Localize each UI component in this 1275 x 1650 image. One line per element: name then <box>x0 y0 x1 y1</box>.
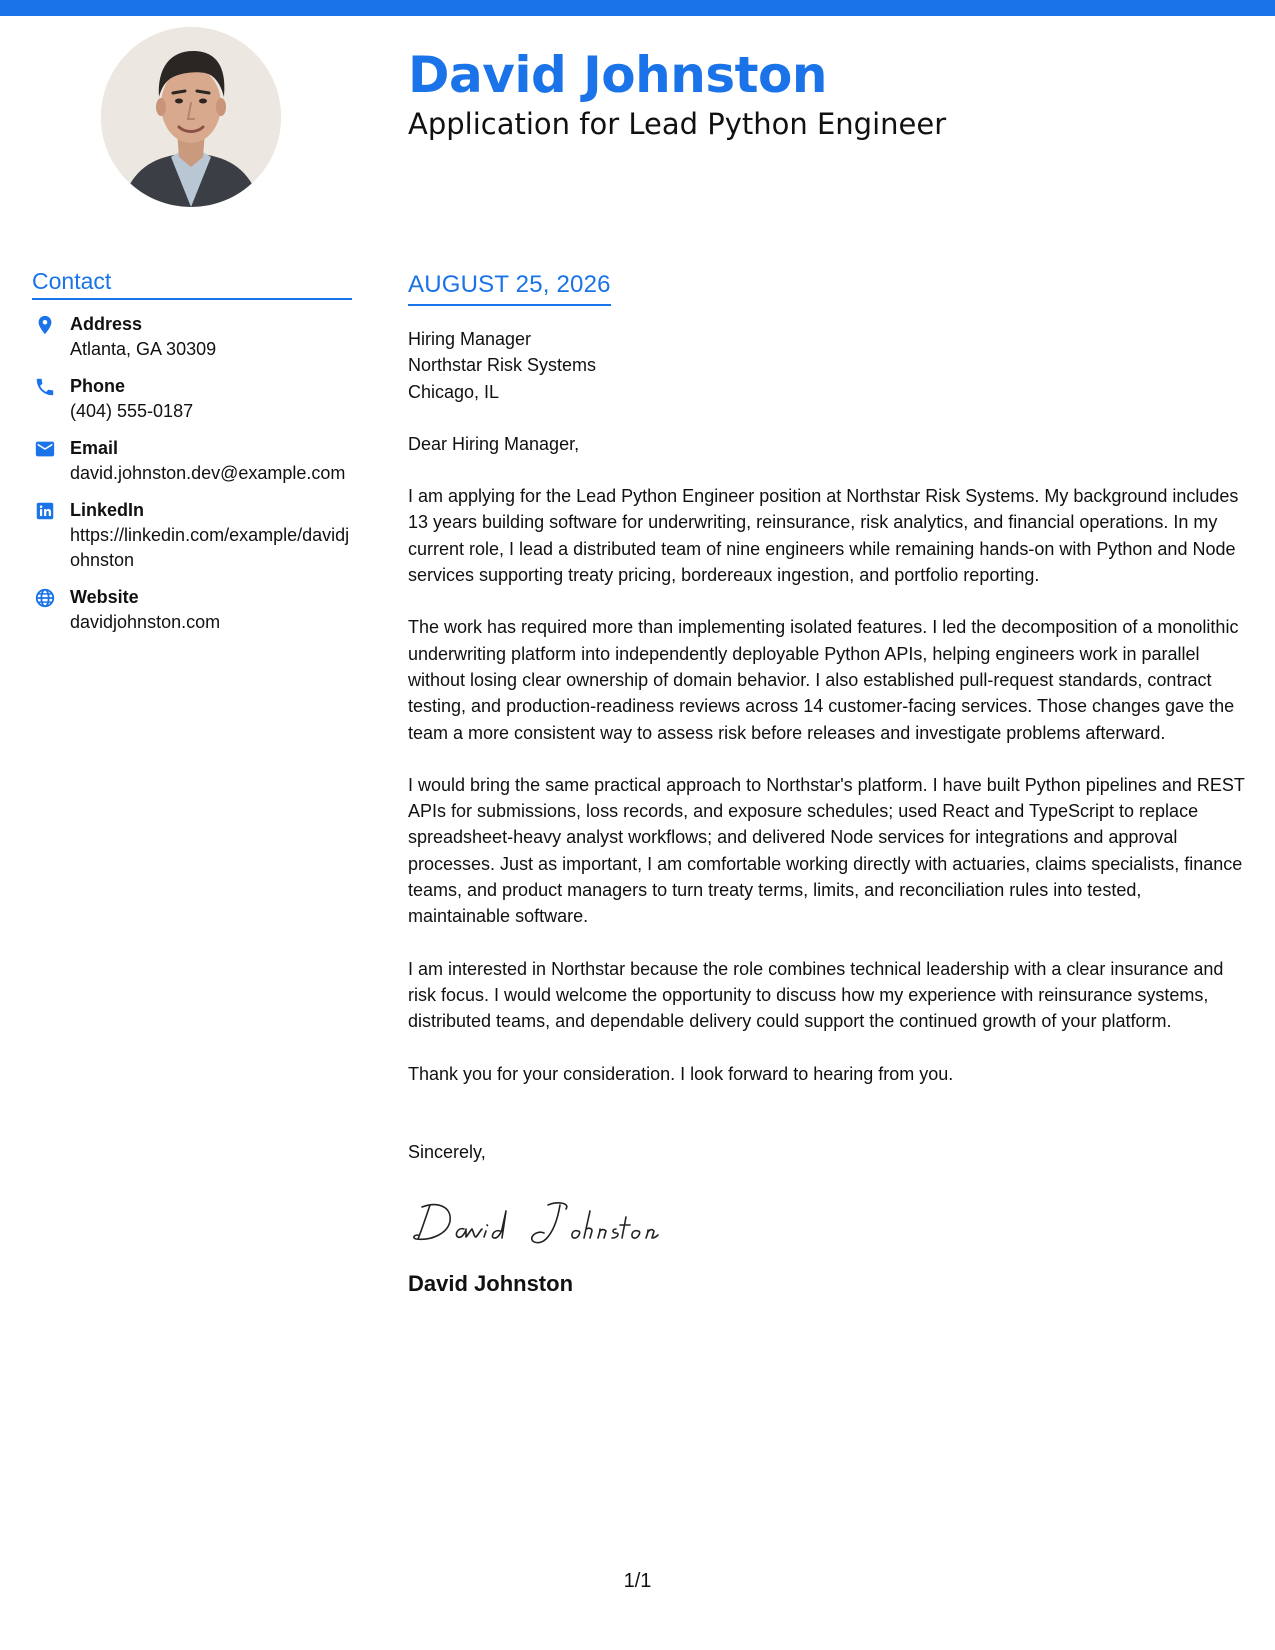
location-pin-icon <box>34 314 56 336</box>
contact-list <box>32 312 352 635</box>
salutation: Dear Hiring Manager, <box>408 433 580 454</box>
recipient-line: Chicago, IL <box>408 381 500 402</box>
top-accent-bar <box>0 0 1275 16</box>
letter-paragraph: I am interested in Northstar because the role combines technical leadership with a clear insurance and risk focus. I would welcome the opportunity to discuss how my experience with reinsurance systems, distributed teams, and dependable delivery could support the continued growth of your platform. <box>408 958 1224 1032</box>
applicant-name: David Johnston <box>408 46 827 104</box>
letter-paragraph: Thank you for your consideration. I look forward to hearing from you. <box>408 1063 954 1084</box>
recipient-line: Northstar Risk Systems <box>408 355 597 376</box>
application-title: Application for Lead Python Engineer <box>408 107 947 141</box>
contact-label: Website <box>70 587 139 607</box>
linkedin-icon <box>34 500 56 522</box>
contact-item-address <box>32 312 352 362</box>
contact-sidebar <box>32 266 352 647</box>
email-icon <box>34 438 56 460</box>
address-value: Atlanta, GA 30309 <box>70 339 217 359</box>
letter-paragraph: I would bring the same practical approach to Northstar's platform. I have built Python pipelines and REST APIs for submissions, loss records, and exposure schedules; used React and TypeScript to replace spreadsheet-heavy analyst workflows; and delivered Node services for integrations and approval processes. Just as important, I am comfortable working directly with actuaries, claims specialists, finance teams, and product managers to turn treaty terms, limits, and reconciliation rules into tested, maintainable software. <box>408 774 1245 927</box>
recipient-line: Hiring Manager <box>408 329 532 349</box>
header <box>408 40 1208 142</box>
signer-name: David Johnston <box>408 1271 574 1297</box>
contact-item-phone <box>32 374 352 424</box>
profile-photo <box>101 27 281 207</box>
phone-icon <box>34 376 56 398</box>
cover-letter <box>408 268 1248 1299</box>
closing: Sincerely, <box>408 1141 486 1162</box>
letter-paragraph: I am applying for the Lead Python Engineer position at Northstar Risk Systems. My background includes 13 years building software for underwriting, reinsurance, risk analytics, and financial operations. In my current role, I lead a distributed team of nine engineers while remaining hands-on with Python and Node services supporting treaty pricing, bordereaux ingestion, and portfolio reporting. <box>408 486 1239 586</box>
contact-item-email <box>32 436 352 486</box>
globe-icon <box>34 587 56 609</box>
website-value[interactable]: davidjohnston.com <box>70 612 221 632</box>
linkedin-value[interactable]: https://linkedin.com/example/davidjohnston <box>70 525 350 570</box>
contact-label: Email <box>70 438 119 458</box>
contact-item-website <box>32 585 352 635</box>
phone-value: (404) 555-0187 <box>70 401 194 421</box>
contact-label: Phone <box>70 376 126 396</box>
letter-paragraph: The work has required more than implementing isolated features. I led the decomposition of a monolithic underwriting platform into independently deployable Python APIs, helping engineers work in parallel without losing clear ownership of domain behavior. I also established pull-request standards, contract testing, and production-readiness reviews across 14 customer-facing services. Those changes gave the team a more consistent way to assess risk before releases and investigate problems afterward. <box>408 617 1239 743</box>
letter-date: AUGUST 25, 2026 <box>408 268 611 306</box>
contact-label: LinkedIn <box>70 500 145 520</box>
avatar <box>101 27 281 207</box>
handwritten-signature <box>408 1191 668 1249</box>
page-number: 1/1 <box>623 1570 652 1592</box>
contact-item-linkedin <box>32 498 352 573</box>
contact-heading: Contact <box>32 266 352 300</box>
contact-label: Address <box>70 314 143 334</box>
email-value[interactable]: david.johnston.dev@example.com <box>70 463 346 483</box>
recipient-block <box>408 326 1248 405</box>
